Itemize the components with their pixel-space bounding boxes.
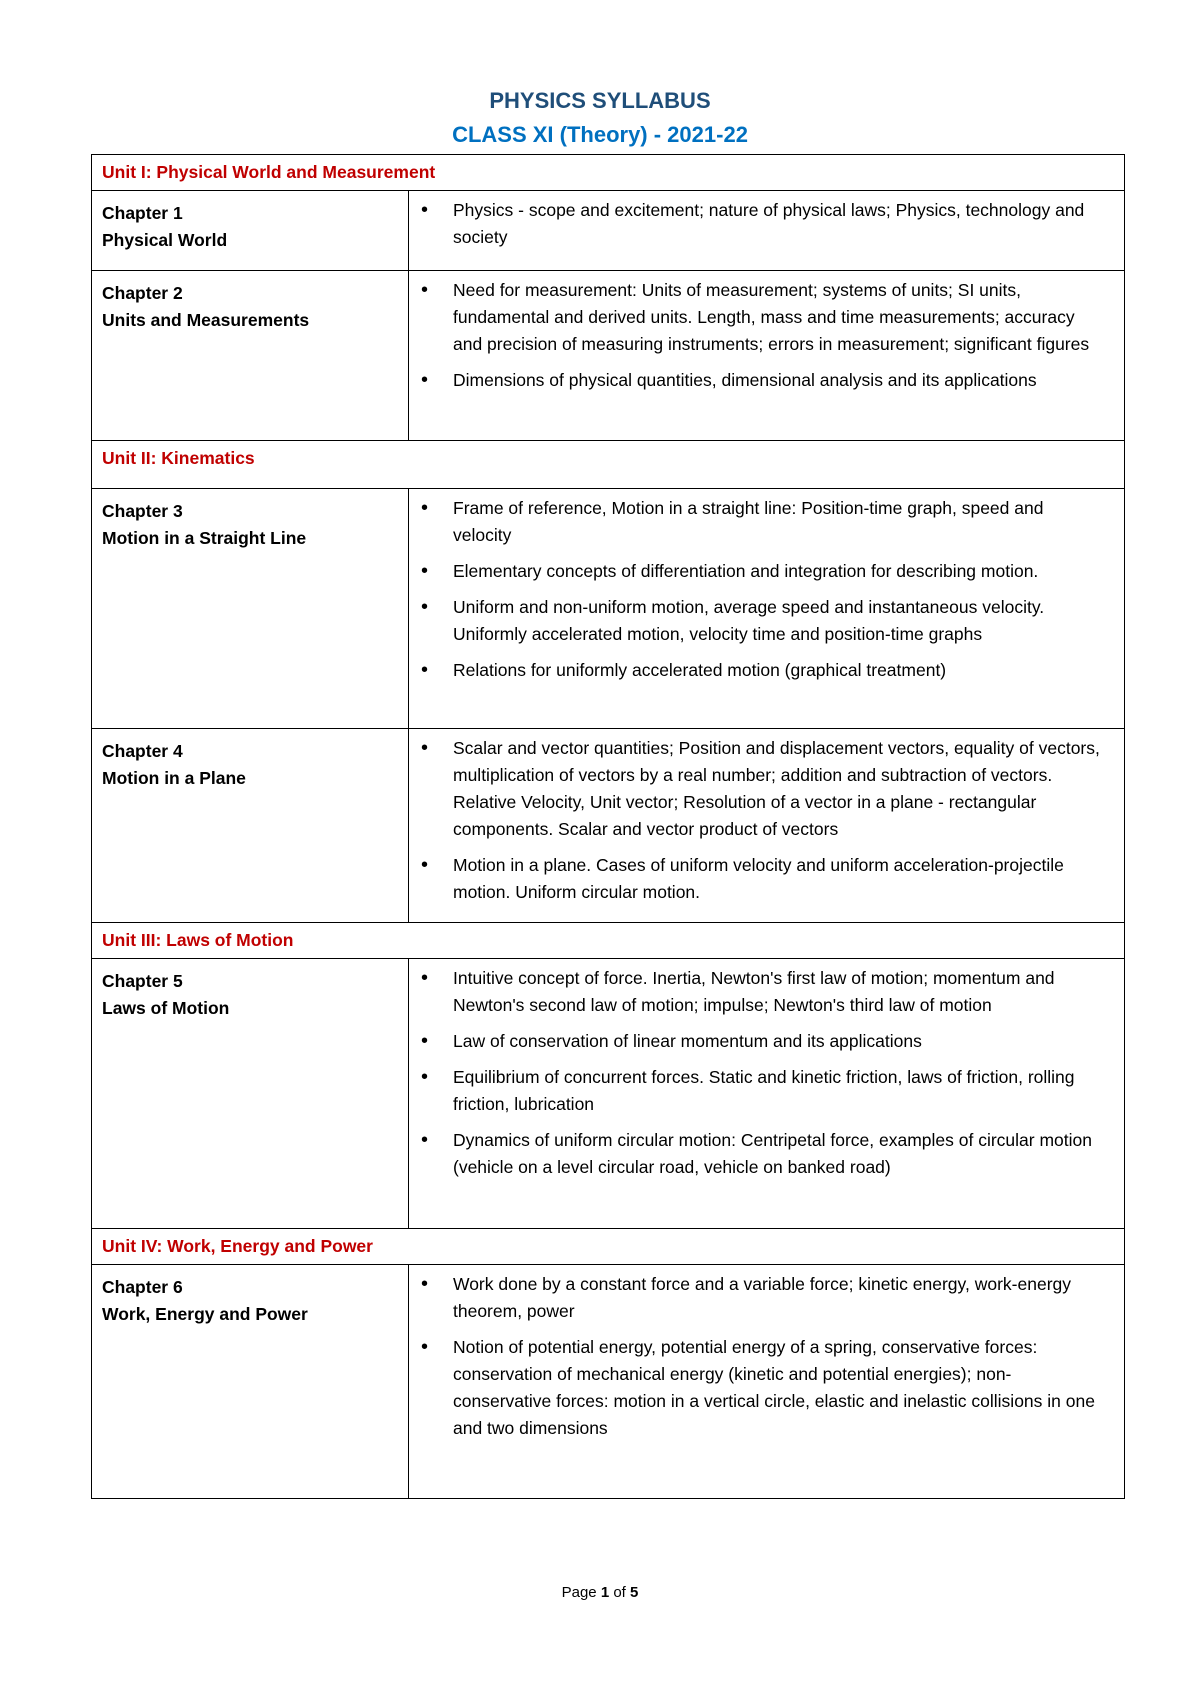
- topic-list: [409, 277, 1104, 394]
- chapter-number: Chapter 6: [102, 1277, 183, 1297]
- chapter-cell: [92, 959, 409, 1229]
- topic-list: [409, 495, 1104, 684]
- topic-list: [409, 735, 1104, 906]
- unit-heading: Unit III: Laws of Motion: [92, 923, 1125, 959]
- chapter-row: [92, 959, 1125, 1229]
- topics-cell: [409, 729, 1125, 923]
- chapter-cell: [92, 191, 409, 271]
- topic-item: • Relations for uniformly accelerated motion (graphical treatment): [409, 657, 1104, 684]
- chapter-row: [92, 1265, 1125, 1499]
- chapter-cell: [92, 489, 409, 729]
- chapter-name: Motion in a Straight Line: [102, 528, 307, 548]
- topic-list: [409, 965, 1104, 1181]
- topic-item: • Dynamics of uniform circular motion: Centripetal force, examples of circular motion (vehicle on a level circular road, vehicle on banked road): [409, 1127, 1104, 1181]
- footer-total-pages: 5: [630, 1584, 639, 1601]
- chapter-name: Units and Measurements: [102, 310, 310, 330]
- topic-item: • Scalar and vector quantities; Position and displacement vectors, equality of vectors, multiplication of vectors by a real number; addition and subtraction of vectors. Relative Velocity, Unit vector; Resolution of a vector in a plane - rectangular components. Scalar and vector product of vectors: [409, 735, 1104, 843]
- topic-list: [409, 1271, 1104, 1442]
- chapter-number: Chapter 4: [102, 741, 183, 761]
- chapter-name: Work, Energy and Power: [102, 1304, 308, 1324]
- unit-heading: Unit IV: Work, Energy and Power: [92, 1229, 1125, 1265]
- chapter-row: [92, 489, 1125, 729]
- footer-of: of: [613, 1584, 626, 1601]
- chapter-cell: [92, 1265, 409, 1499]
- topics-cell: [409, 191, 1125, 271]
- page-title: PHYSICS SYLLABUS: [489, 88, 711, 113]
- unit-row: [92, 441, 1125, 489]
- unit-row: [92, 155, 1125, 191]
- topic-item: • Intuitive concept of force. Inertia, Newton's first law of motion; momentum and Newton's second law of motion; impulse; Newton's third law of motion: [409, 965, 1104, 1019]
- chapter-name: Physical World: [102, 230, 228, 250]
- chapter-number: Chapter 5: [102, 971, 183, 991]
- topic-item: • Notion of potential energy, potential energy of a spring, conservative forces: conservation of mechanical energy (kinetic and potential energies); non-conservative forces: motion in a vertical circle, elastic and inelastic collisions in one and two dimensions: [409, 1334, 1104, 1442]
- chapter-row: [92, 729, 1125, 923]
- chapter-cell: [92, 271, 409, 441]
- footer-prefix: Page: [561, 1584, 597, 1601]
- topic-item: • Uniform and non-uniform motion, average speed and instantaneous velocity. Uniformly accelerated motion, velocity time and position-time graphs: [409, 594, 1104, 648]
- syllabus-table: [91, 154, 1125, 1499]
- page-subtitle: CLASS XI (Theory) - 2021-22: [452, 122, 748, 147]
- topics-cell: [409, 489, 1125, 729]
- chapter-name: Motion in a Plane: [102, 768, 246, 788]
- unit-row: [92, 923, 1125, 959]
- topic-item: • Frame of reference, Motion in a straight line: Position-time graph, speed and velocity: [409, 495, 1104, 549]
- topics-cell: [409, 959, 1125, 1229]
- unit-heading: Unit I: Physical World and Measurement: [92, 155, 1125, 191]
- chapter-cell: [92, 729, 409, 923]
- topic-item: • Need for measurement: Units of measurement; systems of units; SI units, fundamental and derived units. Length, mass and time measurements; accuracy and precision of measuring instruments; errors in measurement; significant figures: [409, 277, 1104, 358]
- topics-cell: [409, 271, 1125, 441]
- unit-heading: Unit II: Kinematics: [92, 441, 1125, 489]
- chapter-number: Chapter 3: [102, 501, 183, 521]
- chapter-row: [92, 191, 1125, 271]
- topics-cell: [409, 1265, 1125, 1499]
- unit-row: [92, 1229, 1125, 1265]
- chapter-name: Laws of Motion: [102, 998, 230, 1018]
- chapter-row: [92, 271, 1125, 441]
- topic-item: • Law of conservation of linear momentum and its applications: [409, 1028, 1104, 1055]
- chapter-number: Chapter 2: [102, 283, 183, 303]
- page-footer: [0, 1584, 1200, 1601]
- topic-list: [409, 197, 1104, 251]
- topic-item: • Motion in a plane. Cases of uniform velocity and uniform acceleration-projectile motion. Uniform circular motion.: [409, 852, 1104, 906]
- topic-item: • Elementary concepts of differentiation and integration for describing motion.: [409, 558, 1104, 585]
- topic-item: • Work done by a constant force and a variable force; kinetic energy, work-energy theorem, power: [409, 1271, 1104, 1325]
- topic-item: • Physics - scope and excitement; nature of physical laws; Physics, technology and society: [409, 197, 1104, 251]
- topic-item: • Equilibrium of concurrent forces. Static and kinetic friction, laws of friction, rolling friction, lubrication: [409, 1064, 1104, 1118]
- topic-item: • Dimensions of physical quantities, dimensional analysis and its applications: [409, 367, 1104, 394]
- footer-current-page: 1: [600, 1584, 610, 1601]
- chapter-number: Chapter 1: [102, 203, 183, 223]
